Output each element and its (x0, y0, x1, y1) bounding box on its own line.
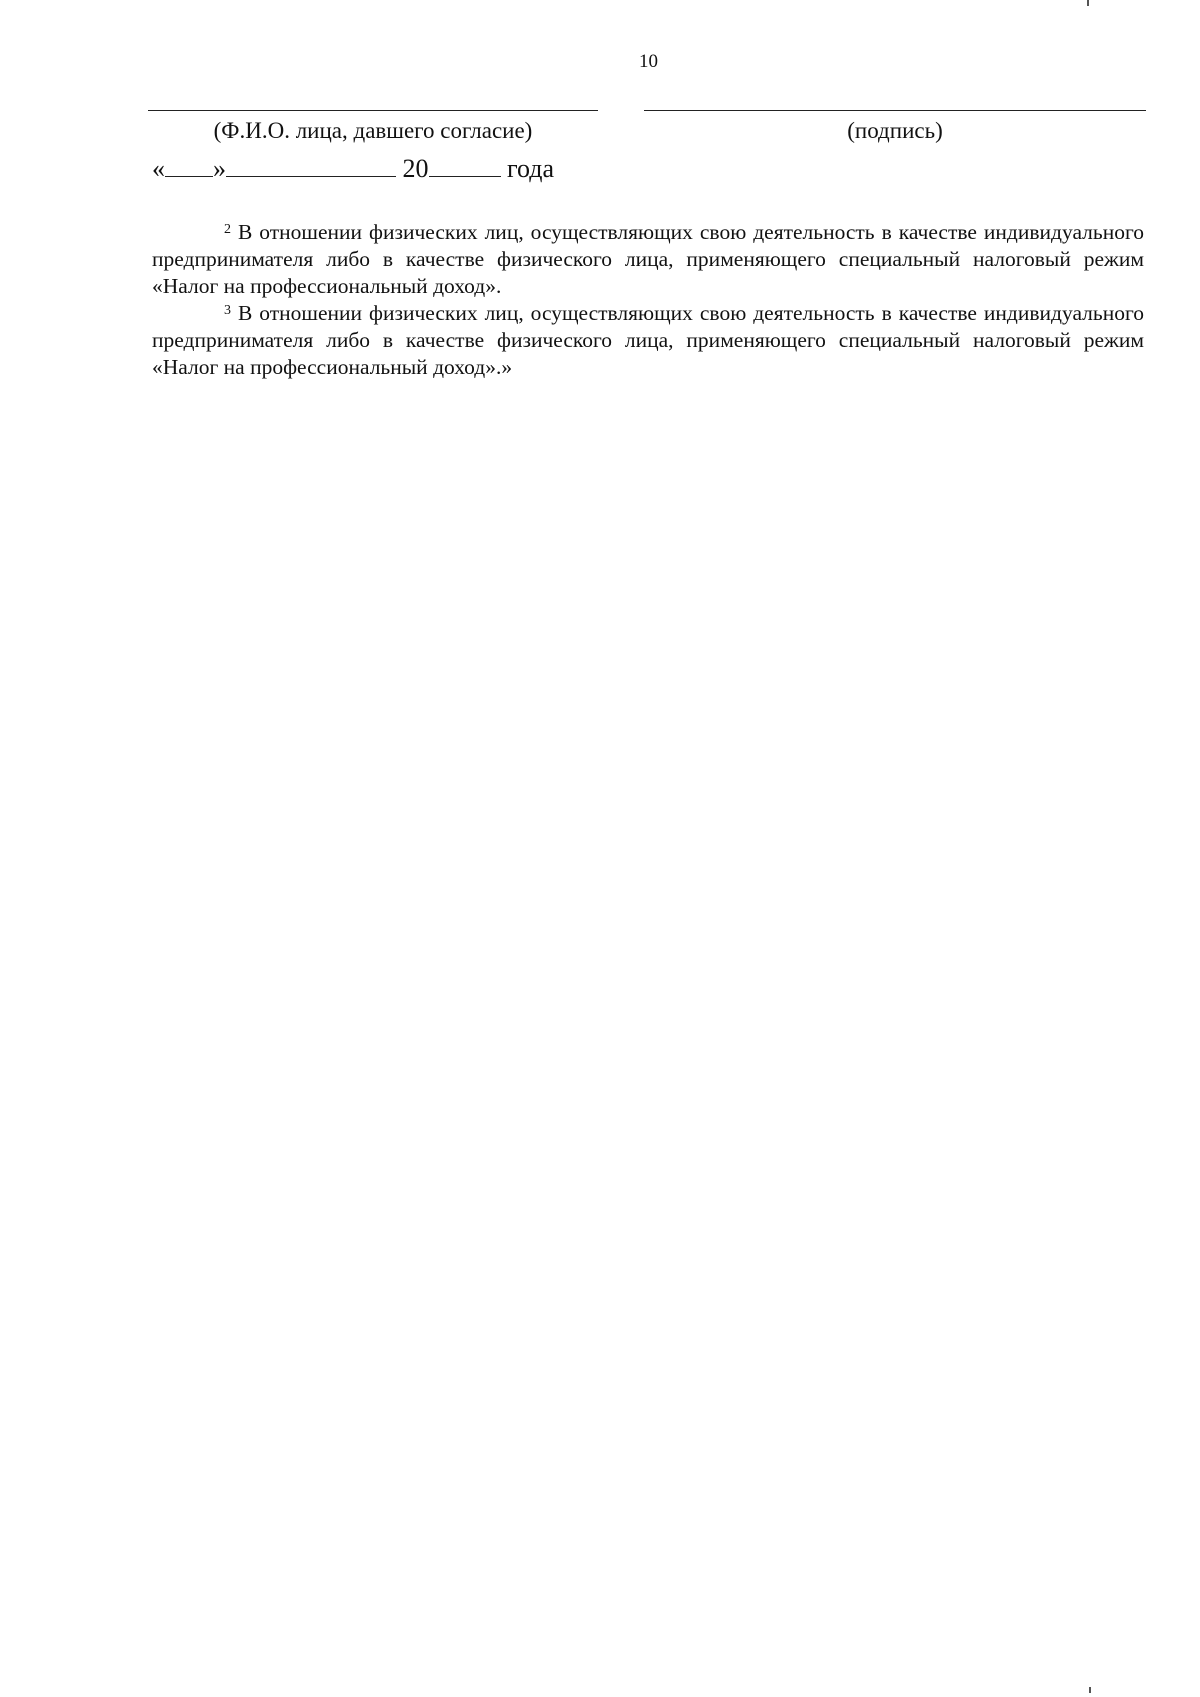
year-suffix: года (507, 154, 555, 183)
date-line (152, 150, 554, 186)
footnote-text: В отношении физических лиц, осуществляющих свою деятельность в качестве индивидуального предпринимателя либо в качестве физического лица, применяющего специальный налоговый режим «Налог на профессиональный доход». (152, 220, 1144, 298)
month-blank (226, 150, 396, 177)
date-open-quote: « (152, 154, 165, 183)
footnote-marker: 3 (224, 303, 231, 318)
day-blank (165, 150, 213, 177)
scan-mark (1089, 1687, 1091, 1693)
year-blank (429, 150, 501, 177)
date-close-quote: » (213, 154, 226, 183)
name-caption: (Ф.И.О. лица, давшего согласие) (213, 118, 533, 143)
footnote-3 (152, 300, 1144, 381)
signature-line (644, 110, 1146, 111)
page-number: 10 (639, 51, 658, 72)
year-century: 20 (402, 154, 429, 183)
footnote-2 (152, 219, 1144, 300)
signature-caption: (подпись) (847, 118, 943, 143)
scan-mark (1087, 0, 1089, 6)
footnotes (152, 219, 1144, 381)
footnote-marker: 2 (224, 222, 231, 237)
name-signature-line (148, 110, 598, 111)
footnote-text: В отношении физических лиц, осуществляющих свою деятельность в качестве индивидуального предпринимателя либо в качестве физического лица, применяющего специальный налоговый режим «Налог на профессиональный доход».» (152, 301, 1144, 379)
